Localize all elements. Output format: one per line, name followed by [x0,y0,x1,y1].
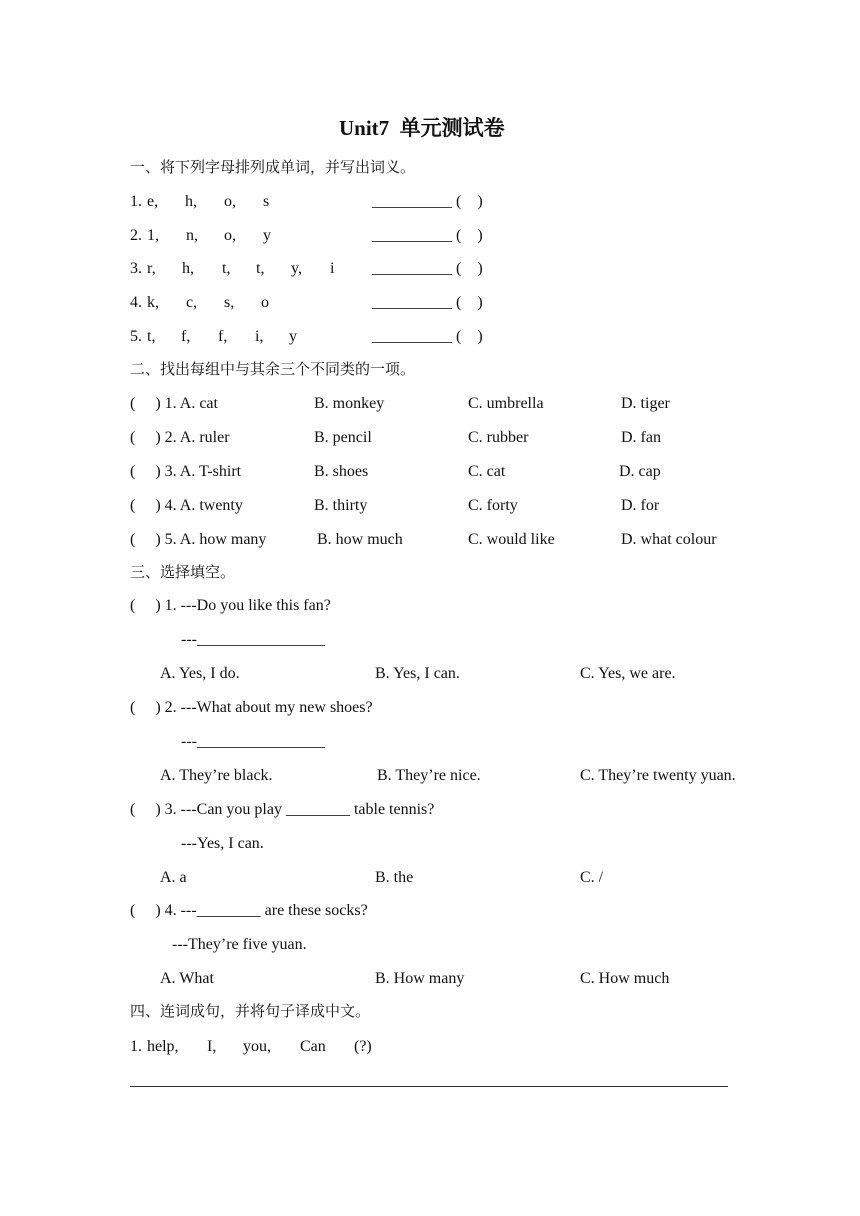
option-d: D. cap [619,463,661,480]
word-token: you, [243,1038,271,1055]
question-text[interactable]: ( ) 2. ---What about my new shoes? [130,699,373,716]
letter-token: n, [186,227,198,244]
word-token: I, [207,1038,217,1055]
letter-token: c, [186,294,198,311]
question-choice-a[interactable]: ( ) 5. A. how many [130,531,267,548]
word-token: Can [300,1038,326,1055]
option-c: C. umbrella [468,395,544,412]
letter-token: h, [182,260,194,277]
item-number: 1. [130,1038,142,1055]
item-number: 4. [130,294,142,311]
answer-line [130,1086,728,1087]
letter-token: f, [181,328,191,345]
letter-token: f, [218,328,228,345]
letter-token: k, [147,294,159,311]
letter-token: y, [291,260,302,277]
option-d: D. tiger [621,395,670,412]
word-token: help, [147,1038,179,1055]
section1-heading: 一、将下列字母排列成单词，并写出词义。 [130,158,416,176]
option-b: B. They’re nice. [377,767,481,784]
option-b: B. Yes, I can. [375,665,460,682]
answer-blank[interactable]: __________ ( ) [372,328,483,345]
question-choice-a[interactable]: ( ) 4. A. twenty [130,497,243,514]
answer-blank[interactable]: __________ ( ) [372,294,483,311]
answer-line-text: ---They’re five yuan. [172,936,307,953]
item-number: 1. [130,193,142,210]
option-c: C. rubber [468,429,529,446]
answer-line-text: ---Yes, I can. [181,835,264,852]
letter-token: t, [256,260,265,277]
option-b: B. monkey [314,395,385,412]
item-number: 3. [130,260,142,277]
question-text[interactable]: ( ) 1. ---Do you like this fan? [130,597,331,614]
question-text[interactable]: ( ) 4. ---________ are these socks? [130,902,368,919]
section3-heading: 三、选择填空。 [130,563,236,581]
section4-heading: 四、连词成句，并将句子译成中文。 [130,1002,371,1020]
option-b: B. thirty [314,497,368,514]
letter-token: e, [147,193,159,210]
option-b: B. How many [375,970,465,987]
letter-token: h, [185,193,197,210]
section2-heading: 二、找出每组中与其余三个不同类的一项。 [130,360,416,378]
question-choice-a[interactable]: ( ) 1. A. cat [130,395,218,412]
option-a: A. a [160,869,187,886]
letter-token: o, [224,227,236,244]
letter-token: o [261,294,269,311]
page-title: Unit7 单元测试卷 [339,116,505,140]
item-number: 2. [130,227,142,244]
question-text[interactable]: ( ) 3. ---Can you play ________ table tennis? [130,801,435,818]
option-a: A. They’re black. [160,767,273,784]
item-number: 5. [130,328,142,345]
answer-blank[interactable]: __________ ( ) [372,193,483,210]
answer-line-text: ---________________ [181,631,325,648]
option-c: C. Yes, we are. [580,665,676,682]
letter-token: s, [224,294,235,311]
option-b: B. shoes [314,463,369,480]
question-choice-a[interactable]: ( ) 2. A. ruler [130,429,230,446]
letter-token: i [330,260,335,277]
option-d: D. fan [621,429,661,446]
option-c: C. forty [468,497,518,514]
letter-token: s [263,193,270,210]
option-c: C. cat [468,463,506,480]
option-b: B. the [375,869,414,886]
word-token: (?) [354,1038,372,1055]
answer-blank[interactable]: __________ ( ) [372,227,483,244]
answer-blank[interactable]: __________ ( ) [372,260,483,277]
letter-token: i, [255,328,264,345]
option-c: C. would like [468,531,555,548]
option-c: C. They’re twenty yuan. [580,767,736,784]
option-c: C. / [580,869,604,886]
letter-token: y [263,227,271,244]
option-d: D. what colour [621,531,717,548]
option-d: D. for [621,497,660,514]
option-b: B. pencil [314,429,372,446]
letter-token: o, [224,193,236,210]
letter-token: 1, [147,227,159,244]
option-b: B. how much [317,531,403,548]
option-c: C. How much [580,970,670,987]
letter-token: t, [222,260,231,277]
letter-token: y [289,328,297,345]
option-a: A. What [160,970,214,987]
option-a: A. Yes, I do. [160,665,240,682]
letter-token: t, [147,328,156,345]
answer-line-text: ---________________ [181,733,325,750]
letter-token: r, [147,260,156,277]
question-choice-a[interactable]: ( ) 3. A. T-shirt [130,463,242,480]
